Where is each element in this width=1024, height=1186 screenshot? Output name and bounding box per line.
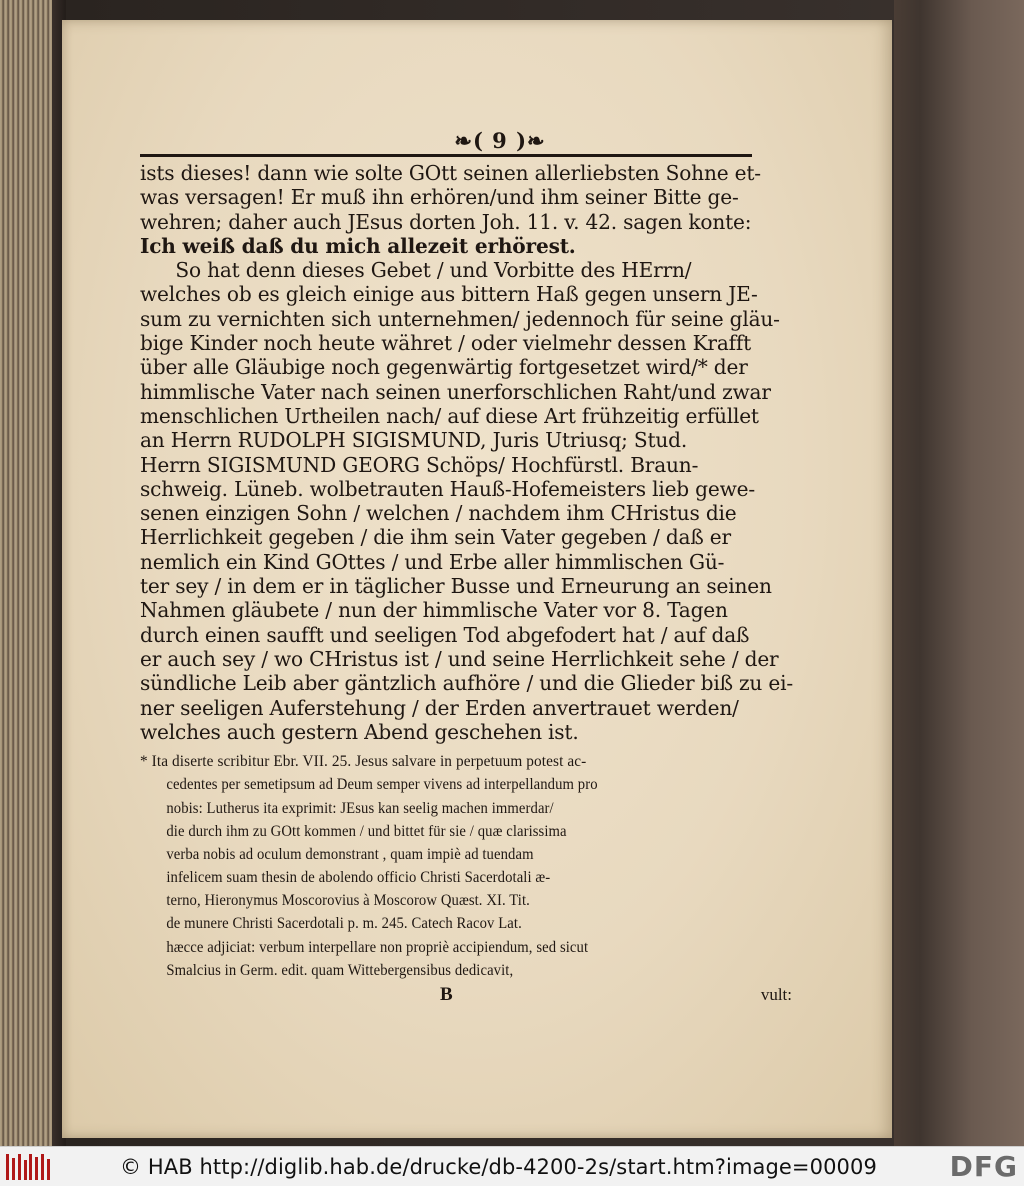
book-page-edges — [0, 0, 58, 1146]
running-head: ❧( 9 )❧ — [454, 128, 546, 153]
footnote-line: infelicem suam thesin de abolendo officio Christi Sacerdotali æ- — [166, 869, 551, 887]
footnote-line: terno, Hieronymus Moscorovius à Moscorow Quæst. XI. Tit. — [166, 892, 530, 910]
page-foot — [140, 982, 820, 1008]
text-line: menschlichen Urtheilen nach/ auf diese Art frühzeitig erfüllet — [140, 403, 759, 428]
text-line: ner seeligen Auferstehung / der Erden anvertrauet werden/ — [140, 695, 739, 720]
footnote-line: nobis: Lutherus ita exprimit: JEsus kan seelig machen immerdar/ — [166, 799, 554, 817]
footnote-line: verba nobis ad oculum demonstrant , quam impiè ad tuendam — [166, 845, 534, 863]
text-line: himmlische Vater nach seinen unerforschlichen Raht/und zwar — [140, 379, 771, 404]
footer-bar — [0, 1146, 1024, 1186]
text-line: nemlich ein Kind GOttes / und Erbe aller himmlischen Gü- — [140, 549, 725, 574]
footnote-line: Smalcius in Germ. edit. quam Wittebergensibus dedicavit, — [166, 961, 514, 979]
text-line: wehren; daher auch JEsus dorten Joh. 11. v. 42. sagen konte: — [140, 209, 752, 234]
text-line: So hat denn dieses Gebet / und Vorbitte des HErrn/ — [175, 258, 692, 283]
footnote — [140, 750, 820, 982]
text-line: Herrn SIGISMUND GEORG Schöps/ Hochfürstl. Braun- — [140, 452, 699, 477]
footnote-line: hæcce adjiciat: verbum interpellare non propriè accipiendum, sed sicut — [166, 938, 589, 956]
text-line: senen einzigen Sohn / welchen / nachdem ihm CHristus die — [140, 501, 737, 526]
head-rule — [140, 154, 752, 157]
library-columns-icon — [6, 1154, 50, 1180]
text-line: welches auch gestern Abend geschehen ist. — [140, 719, 579, 744]
text-line: ter sey / in dem er in täglicher Busse und Erneurung an seinen — [140, 574, 772, 599]
book-cover-board — [894, 0, 1024, 1146]
footnote-line: * Ita diserte scribitur Ebr. VII. 25. Jesus salvare in perpetuum potest ac- — [140, 753, 587, 771]
footnote-line: die durch ihm zu GOtt kommen / und bittet für sie / quæ clarissima — [166, 822, 567, 840]
page-text-block — [140, 128, 820, 1008]
copyright-link[interactable]: © HAB http://diglib.hab.de/drucke/db-4200-2s/start.htm?image=00009 — [120, 1154, 877, 1179]
catchword: vult: — [760, 985, 792, 1004]
footnote-line: cedentes per semetipsum ad Deum semper vivens ad interpellandum pro — [166, 776, 598, 794]
text-line: Nahmen gläubete / nun der himmlische Vater vor 8. Tagen — [140, 598, 728, 623]
text-line: schweig. Lüneb. wolbetrauten Hauß-Hofemeisters lieb gewe- — [140, 476, 755, 501]
body-text — [140, 161, 820, 744]
text-line: was versagen! Er muß ihn erhören/und ihm seiner Bitte ge- — [140, 185, 739, 210]
book-page — [62, 20, 892, 1138]
text-line: ists dieses! dann wie solte GOtt seinen allerliebsten Sohne et- — [140, 161, 761, 185]
text-line: an Herrn RUDOLPH SIGISMUND, Juris Utriusq; Stud. — [140, 428, 688, 453]
text-line: durch einen saufft und seeligen Tod abgefodert hat / auf daß — [140, 622, 750, 647]
text-line: welches ob es gleich einige aus bittern Haß gegen unsern JE- — [140, 282, 758, 307]
text-line: Ich weiß daß du mich allezeit erhörest. — [140, 233, 576, 258]
text-line: er auch sey / wo CHristus ist / und seine Herrlichkeit sehe / der — [140, 646, 779, 671]
signature-mark: B — [440, 984, 453, 1005]
footnote-line: de munere Christi Sacerdotali p. m. 245. Catech Racov Lat. — [166, 915, 522, 933]
text-line: sündliche Leib aber gäntzlich aufhöre / und die Glieder biß zu ei- — [140, 671, 793, 696]
dfg-logo: DFG — [949, 1150, 1018, 1183]
text-line: bige Kinder noch heute währet / oder vielmehr dessen Krafft — [140, 331, 752, 356]
text-line: sum zu vernichten sich unternehmen/ jedennoch für seine gläu- — [140, 306, 780, 331]
text-line: über alle Gläubige noch gegenwärtig fortgesetzet wird/* der — [140, 355, 748, 380]
text-line: Herrlichkeit gegeben / die ihm sein Vater gegeben / daß er — [140, 525, 731, 550]
